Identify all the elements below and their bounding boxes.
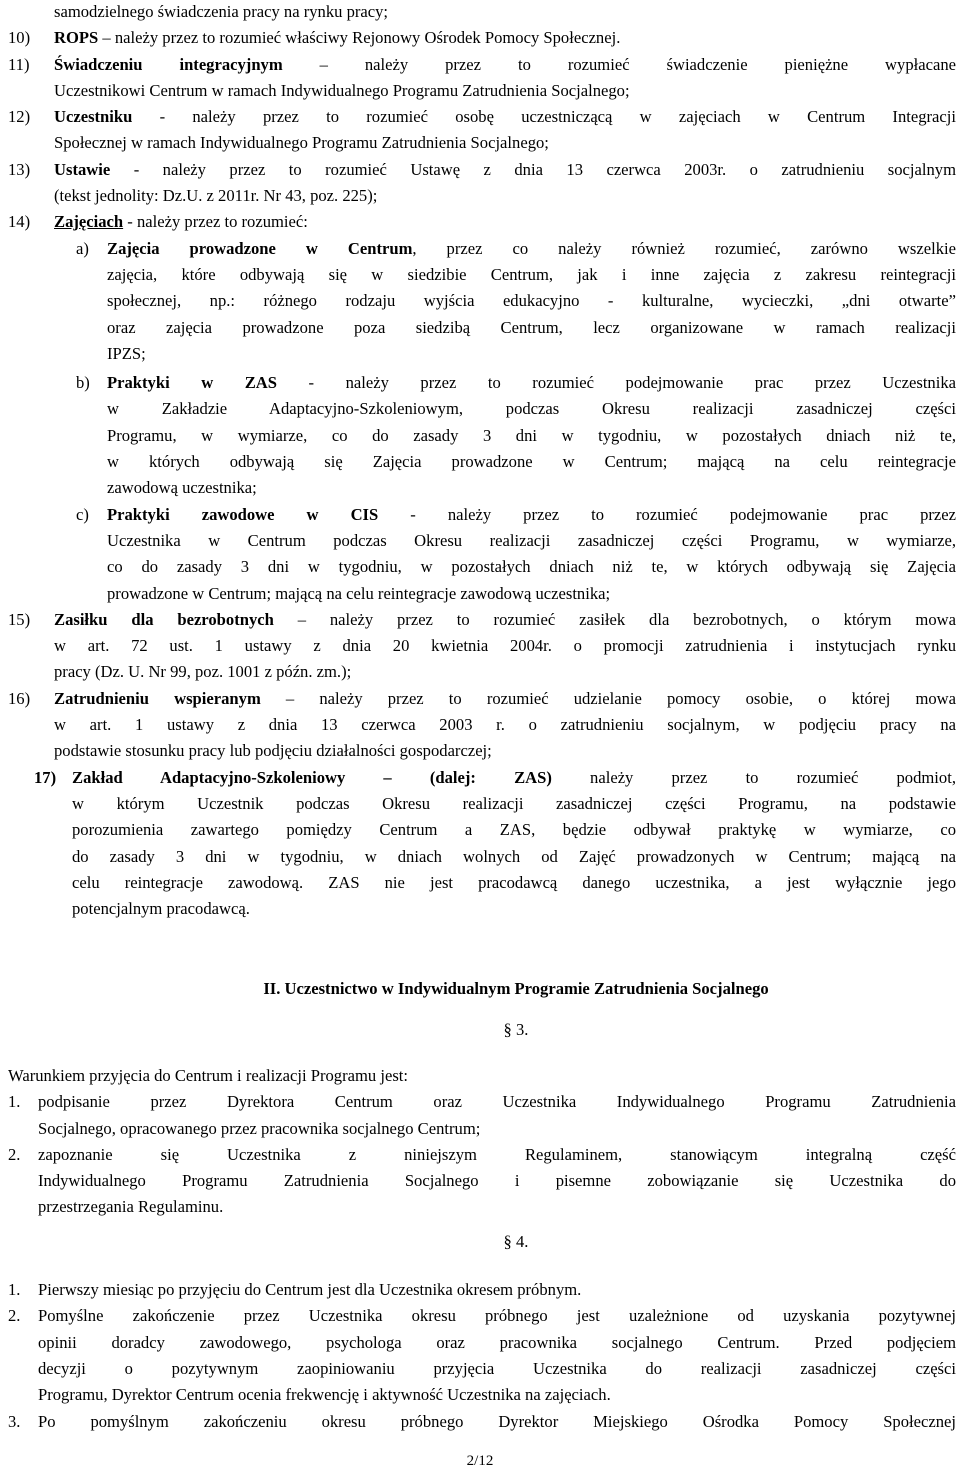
subitem-b: b) Praktyki w ZAS - należy przez to rozumieć podejmowanie prac przez Uczestnika xyxy=(0,370,956,396)
defined-term: Zatrudnieniu wspieranym xyxy=(54,688,261,708)
text-line: w którym Uczestnik podczas Okresu realizacji zasadniczej części Programu, na podstawie xyxy=(72,793,956,813)
defined-term: Zasiłku dla bezrobotnych xyxy=(54,609,274,629)
defined-term: Uczestniku xyxy=(54,107,133,127)
section-title: II. Uczestnictwo w Indywidualnym Programie Zatrudnienia Socjalnego xyxy=(263,979,769,999)
text-line: zawodową uczestnika; xyxy=(107,478,257,498)
item-number: 16) xyxy=(8,688,31,708)
definition-item-15: 15) Zasiłku dla bezrobotnych – należy przez to rozumieć zasiłek dla bezrobotnych, o którym mowa xyxy=(0,607,956,633)
text-line: Uczestnikowi Centrum w ramach Indywidualnego Programu Zatrudnienia Socjalnego; xyxy=(54,80,630,100)
definition-item-12: 12) Uczestniku - należy przez to rozumieć osobę uczestniczącą w zajęciach w Centrum Integracji xyxy=(0,104,956,130)
text-line: Indywidualnego Programu Zatrudnienia Socjalnego i pisemne zobowiązanie się Uczestnika do xyxy=(38,1171,956,1191)
text-line: (tekst jednolity: Dz.U. z 2011r. Nr 43, poz. 225); xyxy=(54,186,378,206)
text-line: przestrzegania Regulaminu. xyxy=(38,1197,224,1217)
text-line: Socjalnego, opracowanego przez pracownika socjalnego Centrum; xyxy=(38,1118,481,1138)
text-line: społecznej, np.: różnego rodzaju wyjścia edukacyjno - kulturalne, wycieczki, „dni otwarte” xyxy=(107,291,956,311)
definition-item-16: 16) Zatrudnieniu wspieranym – należy przez to rozumieć udzielanie pomocy osobie, o której mowa xyxy=(0,686,956,712)
defined-term: Zajęciach xyxy=(54,212,124,232)
definition-item-11: 11) Świadczeniu integracyjnym – należy przez to rozumieć świadczenie pieniężne wypłacane xyxy=(0,52,956,78)
defined-term: Zajęcia prowadzone w Centrum xyxy=(107,238,413,258)
text-line: w art. 72 ust. 1 ustawy z dnia 20 kwietnia 2004r. o promocji zatrudnienia i instytucjach rynku xyxy=(54,636,956,656)
text-line: w których odbywają się Zajęcia prowadzone w Centrum; mającą na celu reintegracje xyxy=(107,452,956,472)
item-number: 2. xyxy=(8,1144,21,1164)
text-line: do zasady 3 dni w tygodniu, w dniach wolnych od Zajęć prowadzonych w Centrum; mającą na xyxy=(72,846,956,866)
rule-item-1: 1. Pierwszy miesiąc po przyjęciu do Centrum jest dla Uczestnika okresem próbnym. xyxy=(0,1277,960,1303)
item-number: 11) xyxy=(8,54,30,74)
subitem-letter: c) xyxy=(76,504,89,524)
item-number: 1. xyxy=(8,1092,21,1112)
definition-item-17: 17) Zakład Adaptacyjno-Szkoleniowy – (dalej: ZAS) należy przez to rozumieć podmiot, xyxy=(0,765,956,791)
condition-item-2: 2. zapoznanie się Uczestnika z niniejszym Regulaminem, stanowiącym integralną część xyxy=(0,1142,956,1168)
text-line: porozumienia zawartego pomiędzy Centrum a ZAS, będzie odbywał praktykę w wymiarze, co xyxy=(72,820,956,840)
item-number: 15) xyxy=(8,609,31,629)
condition-item-1: 1. podpisanie przez Dyrektora Centrum oraz Uczestnika Indywidualnego Programu Zatrudnienia xyxy=(0,1089,956,1115)
paragraph-marker: § 3. xyxy=(503,1019,529,1039)
defined-term: ROPS xyxy=(54,28,99,48)
item-number: 2. xyxy=(8,1306,21,1326)
subitem-letter: b) xyxy=(76,373,90,393)
text-line: opinii doradcy zawodowego, psychologa oraz pracownika socjalnego Centrum. Przed podjęciem xyxy=(38,1332,956,1352)
text-line: Społecznej w ramach Indywidualnego Programu Zatrudnienia Socjalnego; xyxy=(54,133,549,153)
text-line: pracy (Dz. U. Nr 99, poz. 1001 z późn. zm.); xyxy=(54,662,352,682)
paragraph-marker: § 4. xyxy=(503,1231,529,1251)
definition-item-13: 13) Ustawie - należy przez to rozumieć Ustawę z dnia 13 czerwca 2003r. o zatrudnieniu socjalnym xyxy=(0,157,956,183)
subitem-c: c) Praktyki zawodowe w CIS - należy przez to rozumieć podejmowanie prac przez xyxy=(0,502,956,528)
text-line: oraz zajęcia prowadzone poza siedzibą Centrum, lecz organizowane w ramach realizacji xyxy=(107,317,956,337)
item-number: 12) xyxy=(8,107,31,127)
text-line: zajęcia, które odbywają się w siedzibie Centrum, jak i inne zajęcia z zakresu reintegracji xyxy=(107,264,956,284)
text-line: decyzji o pozytywnym zaopiniowaniu przyjęcia Uczestnika do realizacji zasadniczej części xyxy=(38,1358,956,1378)
text-line: w Zakładzie Adaptacyjno-Szkoleniowym, podczas Okresu realizacji zasadniczej części xyxy=(107,399,956,419)
defined-term: Ustawie xyxy=(54,159,111,179)
defined-term: Praktyki w ZAS xyxy=(107,373,278,393)
subitem-a: a) Zajęcia prowadzone w Centrum, przez co należy również rozumieć, zarówno wszelkie xyxy=(0,236,956,262)
text-line: Programu, Dyrektor Centrum ocenia frekwencję i aktywność Uczestnika na zajęciach. xyxy=(38,1385,611,1405)
defined-term: Świadczeniu integracyjnym xyxy=(54,54,283,74)
text-line: celu reintegracje zawodową. ZAS nie jest pracodawcą danego uczestnika, a jest wyłącznie jego xyxy=(72,872,956,892)
defined-term: Praktyki zawodowe w CIS xyxy=(107,504,379,524)
text-line: prowadzone w Centrum; mającą na celu reintegracje zawodową uczestnika; xyxy=(107,583,611,603)
text-line: potencjalnym pracodawcą. xyxy=(72,899,250,919)
item-number: 13) xyxy=(8,159,31,179)
text-line: samodzielnego świadczenia pracy na rynku pracy; xyxy=(54,2,389,21)
text-line: Uczestnika w Centrum podczas Okresu realizacji zasadniczej części Programu, w wymiarze, xyxy=(107,530,956,550)
rule-item-2: 2. Pomyślne zakończenie przez Uczestnika okresu próbnego jest uzależnione od uzyskania pozytywnej xyxy=(0,1303,956,1329)
rule-item-3: 3. Po pomyślnym zakończeniu okresu próbnego Dyrektor Miejskiego Ośrodka Pomocy Społecznej xyxy=(0,1409,956,1435)
text-line: w art. 1 ustawy z dnia 13 czerwca 2003 r. o zatrudnieniu socjalnym, w podjęciu pracy na xyxy=(54,715,956,735)
text-line: co do zasady 3 dni w tygodniu, w pozostałych dniach niż te, w których odbywają się Zajęcia xyxy=(107,557,956,577)
defined-term: Zakład Adaptacyjno-Szkoleniowy – (dalej: ZAS) xyxy=(72,767,552,787)
text-line: Programu, w wymiarze, co do zasady 3 dni w tygodniu, w pozostałych dniach niż te, xyxy=(107,425,956,445)
item-number: 10) xyxy=(8,28,31,48)
item-number: 14) xyxy=(8,212,31,232)
item-number: 17) xyxy=(34,767,57,787)
page-number: 2/12 xyxy=(466,1453,494,1469)
definition-item-10: 10) ROPS – należy przez to rozumieć właściwy Rejonowy Ośrodek Pomocy Społecznej. xyxy=(0,25,960,51)
item-number: 3. xyxy=(8,1411,21,1431)
subitem-letter: a) xyxy=(76,238,89,258)
text-line: Warunkiem przyjęcia do Centrum i realizacji Programu jest: xyxy=(8,1065,408,1085)
text-line: IPZS; xyxy=(107,343,146,363)
item-number: 1. xyxy=(8,1280,21,1300)
text-line: podstawie stosunku pracy lub podjęciu działalności gospodarczej; xyxy=(54,741,492,761)
definition-item-14: 14) Zajęciach - należy przez to rozumieć: xyxy=(0,209,960,235)
